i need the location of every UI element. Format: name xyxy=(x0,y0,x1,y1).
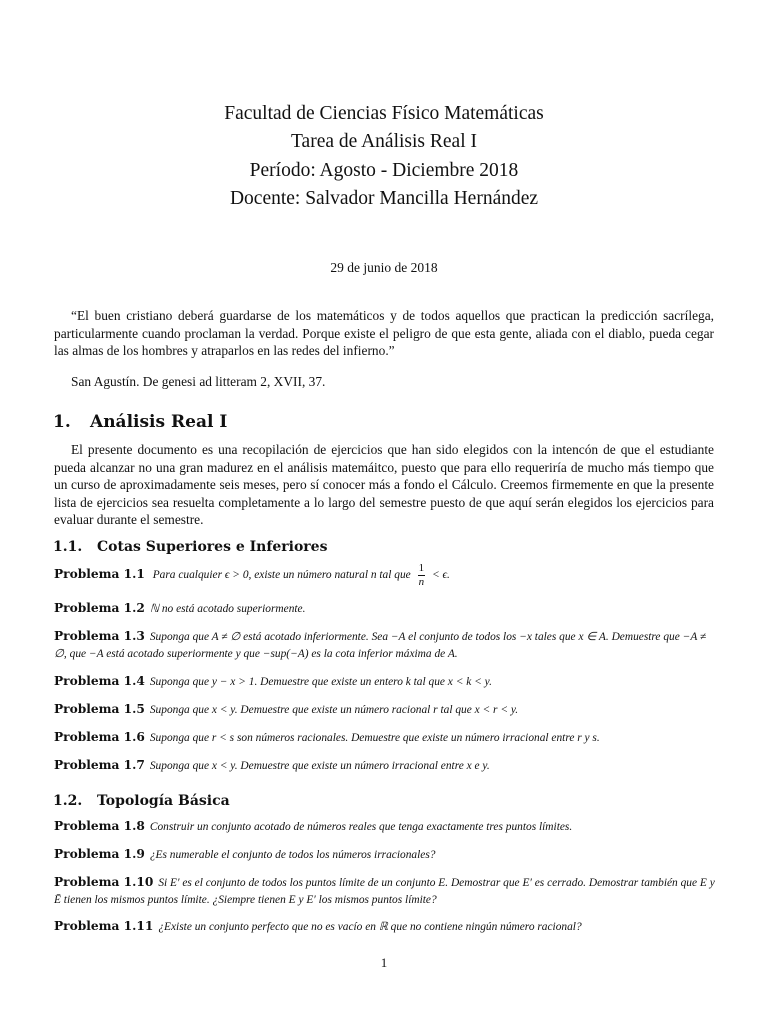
problem-statement: Suponga que A ≠ ∅ está acotado inferiormente. Sea −A el conjunto de todos los −x tales que x ∈ A. Demuestre que −A ≠ ∅, que −A está acotado superiormente y que −sup(−A) es la cota inferior máxima de A. xyxy=(54,631,707,660)
fraction-denominator: n xyxy=(418,576,425,588)
problem-statement: ℕ no está acotado superiormente. xyxy=(149,603,306,615)
problem-item xyxy=(54,846,718,864)
subsection-heading xyxy=(53,539,327,555)
problem-item xyxy=(54,628,718,663)
problem-statement-end: < ϵ. xyxy=(431,569,450,582)
subsection-number: 1.2. xyxy=(53,793,83,809)
fraction xyxy=(418,562,426,589)
problem-statement: Si E′ es el conjunto de todos los puntos límite de un conjunto E. Demostrar que E′ es cerrado. Demostrar también que E y Ē tienen los mismos puntos límite. ¿Siempre tienen E y E′ los mismos puntos límite? xyxy=(54,877,715,906)
problem-item xyxy=(54,757,718,775)
problem-label: Problema 1.3 xyxy=(54,629,145,643)
subsection-title: Cotas Superiores e Inferiores xyxy=(97,539,328,555)
title-line-faculty: Facultad de Ciencias Físico Matemáticas xyxy=(224,103,544,124)
problem-statement: Suponga que x < y. Demuestre que existe un número irracional entre x e y. xyxy=(149,760,490,772)
epigraph-source: San Agustín. De genesi ad litteram 2, XVII, 37. xyxy=(71,374,326,389)
subsection-number: 1.1. xyxy=(53,539,83,555)
problem-label: Problema 1.1 xyxy=(54,567,145,582)
title-block xyxy=(0,100,768,213)
problem-statement: Para cualquier ϵ > 0, existe un número natural n tal que xyxy=(152,569,411,582)
problem-item xyxy=(54,729,718,747)
problem-item xyxy=(54,874,718,909)
title-line-period: Período: Agosto - Diciembre 2018 xyxy=(249,159,519,181)
problem-item xyxy=(54,673,718,691)
problem-statement: ¿Es numerable el conjunto de todos los números irracionales? xyxy=(149,849,436,861)
problem-statement: Construir un conjunto acotado de números reales que tenga exactamente tres puntos límites. xyxy=(149,821,573,833)
problem-statement: Suponga que r < s son números racionales. Demuestre que existe un número irracional entre r y s. xyxy=(149,732,600,744)
problem-label: Problema 1.2 xyxy=(54,601,145,615)
problem-statement: Suponga que y − x > 1. Demuestre que existe un entero k tal que x < k < y. xyxy=(149,676,492,688)
problem-label: Problema 1.4 xyxy=(54,674,145,688)
problem-item xyxy=(54,818,718,836)
section-heading xyxy=(53,412,227,432)
problem-item xyxy=(54,918,718,936)
problem-item xyxy=(54,562,718,589)
document-date: 29 de junio de 2018 xyxy=(330,260,438,275)
problem-item xyxy=(54,701,718,719)
problem-label: Problema 1.9 xyxy=(54,847,145,861)
section-title: Análisis Real I xyxy=(90,412,228,432)
title-line-course: Tarea de Análisis Real I xyxy=(291,131,477,153)
title-line-teacher: Docente: Salvador Mancilla Hernández xyxy=(229,187,539,209)
problem-label: Problema 1.8 xyxy=(54,819,145,833)
page-number: 1 xyxy=(380,955,388,970)
problem-label: Problema 1.7 xyxy=(54,758,145,772)
epigraph-quote: “El buen cristiano deberá guardarse de los matemáticos y de todos aquellos que practican la predicción sacrílega, particularmente cuando proclaman la verdad. Porque existe el peligro de que esta gente, aliada con el diablo, pueda cegar las almas de los hombres y atraparlos en las redes del infierno.” xyxy=(54,308,714,359)
problem-label: Problema 1.11 xyxy=(54,919,154,933)
problem-item xyxy=(54,600,718,618)
problem-label: Problema 1.6 xyxy=(54,730,145,744)
section-number: 1. xyxy=(53,412,71,432)
problem-statement: Suponga que x < y. Demuestre que existe un número racional r tal que x < r < y. xyxy=(149,704,519,716)
fraction-numerator: 1 xyxy=(418,562,425,574)
problem-statement: ¿Existe un conjunto perfecto que no es vacío en ℝ que no contiene ningún número racional? xyxy=(158,921,582,933)
subsection-title: Topología Básica xyxy=(97,793,230,809)
subsection-heading xyxy=(53,793,230,809)
problem-label: Problema 1.10 xyxy=(54,875,154,889)
problem-label: Problema 1.5 xyxy=(54,702,145,716)
section-intro-paragraph: El presente documento es una recopilación de ejercicios que han sido elegidos con la intencón de que el estudiante pueda alcanzar no una gran madurez en el análisis matemáitco, puesto que para ello requeriría de mucho más tiempo que un curso de aproximadamente seis meses, pero sí conocer más a fondo el Cálculo. Creemos firmemente en que la presente lista de ejercicios sea resuelta completamente a lo largo del semestre puesto de que aquí serán elegidos los ejercicios para evaluar durante el semestre. xyxy=(54,442,714,528)
